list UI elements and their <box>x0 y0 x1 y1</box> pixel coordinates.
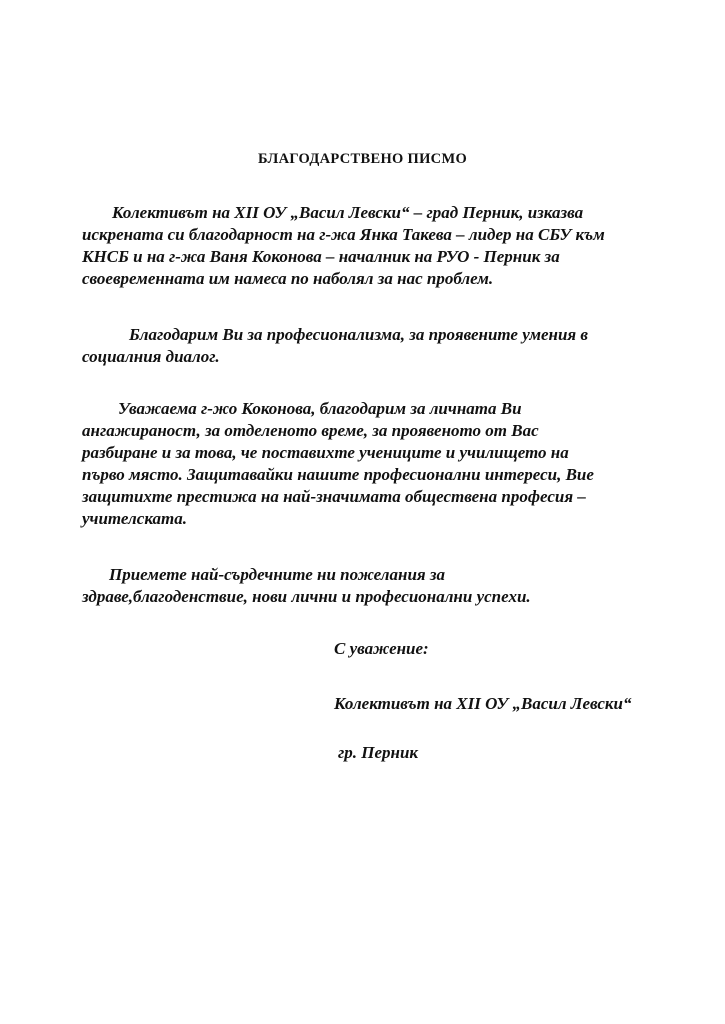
paragraph-line: своевременната им намеса по наболял за нас проблем. <box>82 269 494 288</box>
paragraph-gratitude <box>82 202 605 290</box>
signature-closing: С уважение: <box>334 639 429 658</box>
paragraph-line: Уважаема г-жо Коконова, благодарим за личната Ви <box>118 399 522 418</box>
paragraph-line: защитихте престижа на най-значимата обществена професия – <box>82 487 586 506</box>
paragraph-line: Благодарим Ви за професионализма, за проявените умения в <box>129 325 588 344</box>
paragraph-line: първо място. Защитавайки нашите професионални интереси, Вие <box>82 465 594 484</box>
paragraph-line: КНСБ и на г-жа Ваня Коконова – началник на РУО - Перник за <box>82 247 560 266</box>
signature-city: гр. Перник <box>338 743 419 762</box>
signature-collective: Колективът на XII ОУ „Васил Левски“ <box>334 694 632 713</box>
paragraph-address <box>82 398 594 530</box>
letter-title: БЛАГОДАРСТВЕНО ПИСМО <box>257 151 468 167</box>
paragraph-line: искрената си благодарност на г-жа Янка Такева – лидер на СБУ към <box>82 225 605 244</box>
paragraph-line: Колективът на XII ОУ „Васил Левски“ – град Перник, изказва <box>112 203 584 222</box>
paragraph-professionalism <box>82 324 588 368</box>
paragraph-line: ангажираност, за отделеното време, за проявеното от Вас <box>82 421 539 440</box>
paragraph-line: учителската. <box>82 509 187 528</box>
paragraph-line: здраве,благоденствие, нови лични и професионални успехи. <box>82 587 531 606</box>
paragraph-wishes <box>82 564 531 608</box>
paragraph-line: социалния диалог. <box>82 347 220 366</box>
paragraph-line: разбиране и за това, че поставихте учениците и училището на <box>82 443 569 462</box>
paragraph-line: Приемете най-сърдечните ни пожелания за <box>109 565 446 584</box>
